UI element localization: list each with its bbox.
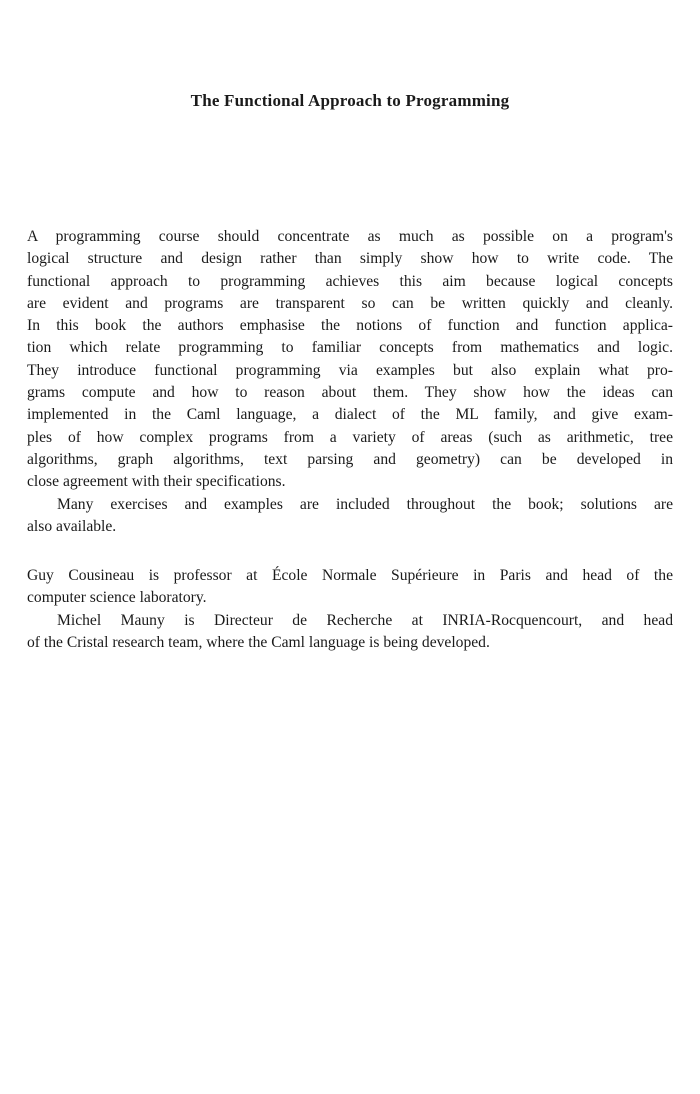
description-line: tion which relate programming to familiar concepts from mathematics and logic.: [27, 339, 673, 357]
description-line: They introduce functional programming via examples but also explain what pro-: [27, 361, 673, 379]
author-biographies: [27, 565, 673, 654]
description-line: close agreement with their specifications.: [27, 473, 286, 491]
description-line: functional approach to programming achieves this aim because logical concepts: [27, 272, 673, 290]
description-line: implemented in the Caml language, a dialect of the ML family, and give exam-: [27, 406, 673, 424]
page-title: The Functional Approach to Programming: [190, 91, 510, 110]
author-bio-line: computer science laboratory.: [27, 589, 207, 607]
description-line: logical structure and design rather than simply show how to write code. The: [27, 250, 673, 268]
exercises-line: Many exercises and examples are included throughout the book; solutions are: [57, 495, 673, 513]
author-bio-line: of the Cristal research team, where the Caml language is being developed.: [27, 633, 490, 651]
description-line: algorithms, graph algorithms, text parsing and geometry) can be developed in: [27, 450, 673, 468]
book-description: [27, 226, 673, 538]
description-line: In this book the authors emphasise the notions of function and function applica-: [27, 317, 673, 335]
description-line: grams compute and how to reason about them. They show how the ideas can: [27, 384, 673, 402]
description-line: ples of how complex programs from a variety of areas (such as arithmetic, tree: [27, 428, 673, 446]
exercises-line: also available.: [27, 517, 117, 535]
description-line: A programming course should concentrate as much as possible on a program's: [27, 228, 673, 245]
author-bio-line: Michel Mauny is Directeur de Recherche at INRIA-Rocquencourt, and head: [57, 611, 673, 629]
description-line: are evident and programs are transparent so can be written quickly and cleanly.: [27, 294, 673, 312]
author-bio-line: Guy Cousineau is professor at École Normale Supérieure in Paris and head of the: [27, 567, 673, 584]
